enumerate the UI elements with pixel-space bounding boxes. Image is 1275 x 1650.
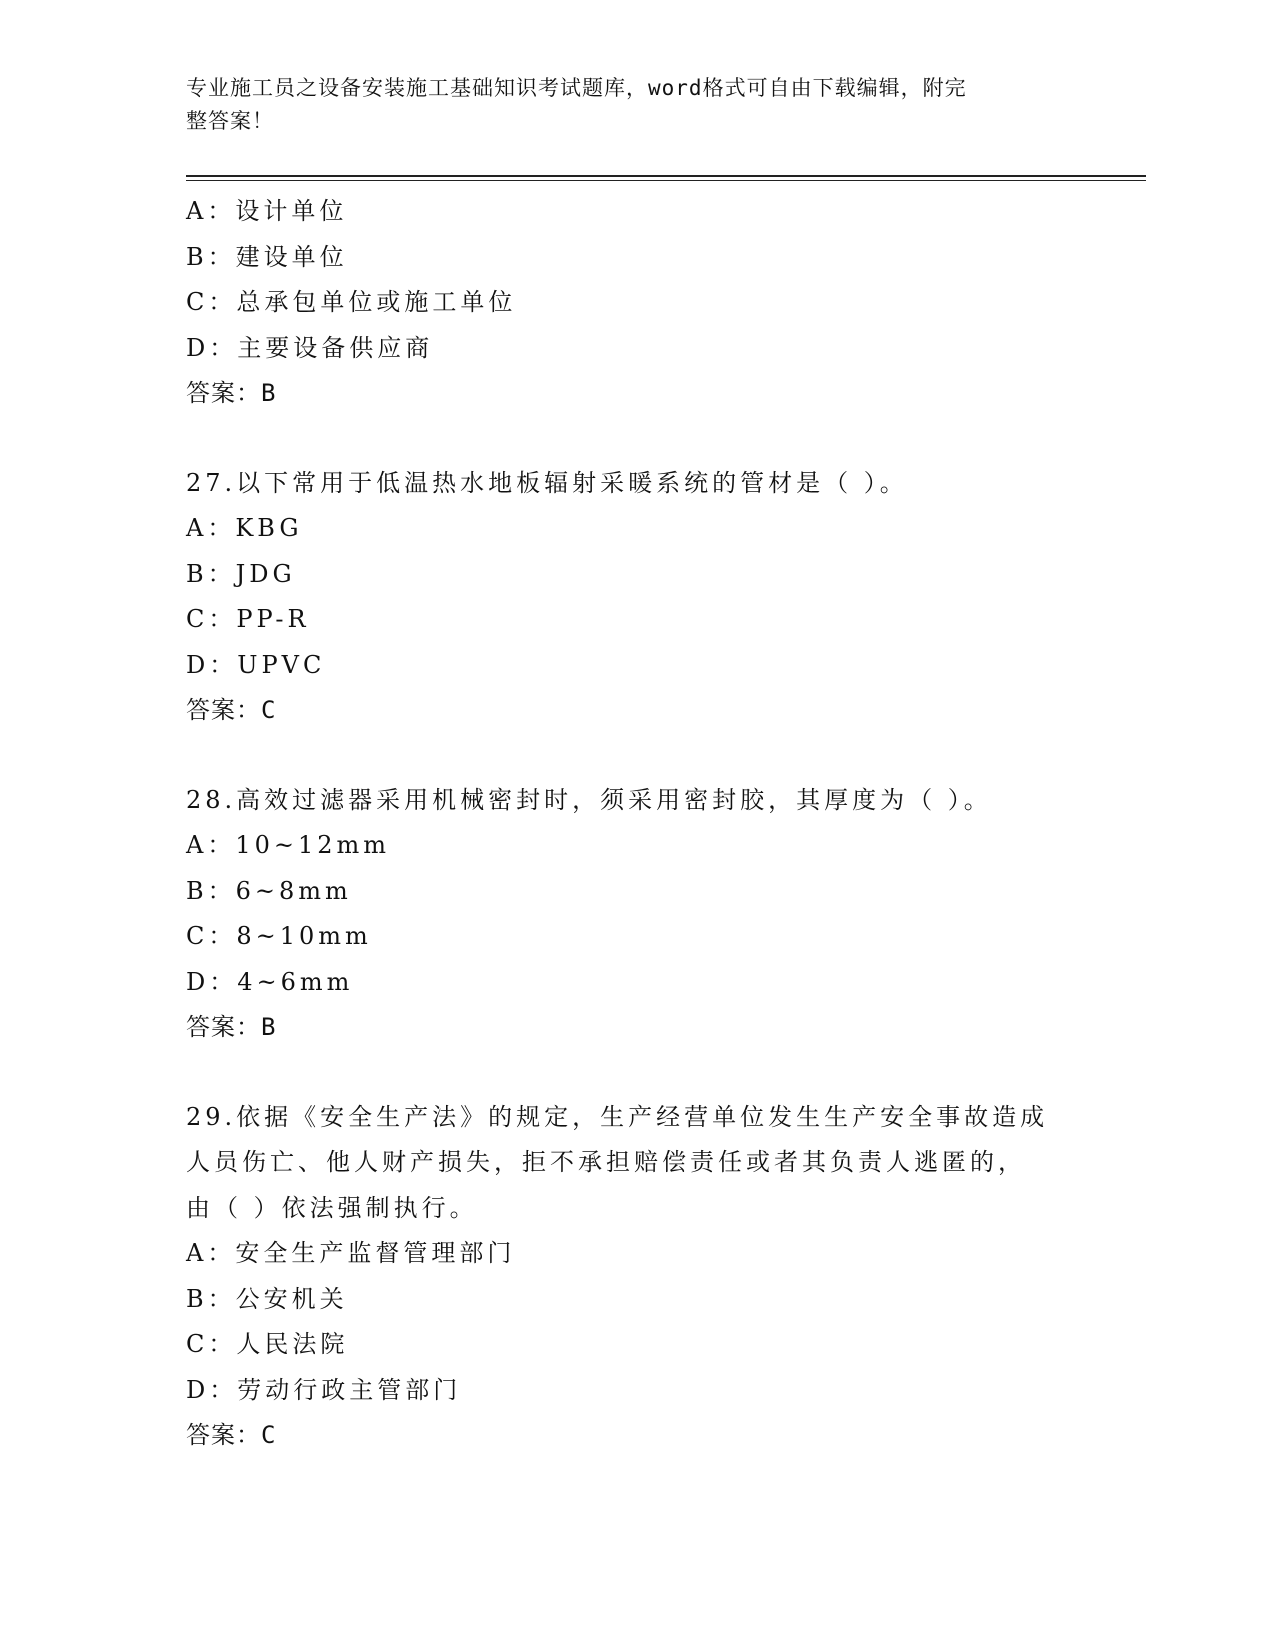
question-list bbox=[186, 189, 1086, 1459]
question-28 bbox=[186, 778, 1086, 1051]
question-text-line-3: 由（ ）依法强制执行。 bbox=[186, 1193, 478, 1222]
option-b: B：JDG bbox=[186, 559, 296, 588]
question-text-line-2: 人员伤亡、他人财产损失，拒不承担赔偿责任或者其负责人逃匿的， bbox=[186, 1148, 1026, 1176]
answer-line: 答案：C bbox=[186, 696, 277, 724]
answer-line: 答案：B bbox=[186, 1013, 277, 1041]
option-c: C：总承包单位或施工单位 bbox=[186, 288, 517, 316]
answer-line: 答案：B bbox=[186, 379, 277, 407]
option-c: C：PP-R bbox=[186, 605, 310, 633]
option-d: D：UPVC bbox=[186, 650, 326, 679]
header-divider-thin bbox=[186, 180, 1146, 181]
question-gap bbox=[186, 1051, 1086, 1095]
option-d: D：主要设备供应商 bbox=[186, 333, 434, 362]
option-d: D：劳动行政主管部门 bbox=[186, 1375, 462, 1404]
option-a: A：KBG bbox=[186, 514, 303, 542]
question-text: 27.以下常用于低温热水地板辐射采暖系统的管材是（ ）。 bbox=[186, 468, 908, 497]
question-text-line-1: 29.依据《安全生产法》的规定，生产经营单位发生生产安全事故造成 bbox=[186, 1102, 1049, 1131]
document-header bbox=[186, 72, 1066, 138]
question-29 bbox=[186, 1095, 1086, 1459]
header-line-2: 整答案！ bbox=[186, 109, 274, 133]
answer-line: 答案：C bbox=[186, 1421, 277, 1449]
option-a: A：安全生产监督管理部门 bbox=[186, 1239, 516, 1267]
question-gap bbox=[186, 734, 1086, 778]
question-gap bbox=[186, 417, 1086, 461]
option-c: C：人民法院 bbox=[186, 1330, 349, 1358]
option-a: A：设计单位 bbox=[186, 197, 348, 225]
option-c: C：8~10mm bbox=[186, 922, 372, 950]
option-b: B：6~8mm bbox=[186, 876, 352, 905]
header-divider-thick bbox=[186, 175, 1146, 177]
option-b: B：建设单位 bbox=[186, 242, 348, 271]
question-text: 28.高效过滤器采用机械密封时，须采用密封胶，其厚度为（ ）。 bbox=[186, 785, 992, 814]
option-d: D：4~6mm bbox=[186, 967, 354, 996]
option-b: B：公安机关 bbox=[186, 1284, 348, 1313]
question-27 bbox=[186, 461, 1086, 734]
option-a: A：10~12mm bbox=[186, 831, 391, 859]
header-line-1: 专业施工员之设备安装施工基础知识考试题库，word格式可自由下载编辑，附完 bbox=[186, 76, 967, 100]
question-26 bbox=[186, 189, 1086, 417]
